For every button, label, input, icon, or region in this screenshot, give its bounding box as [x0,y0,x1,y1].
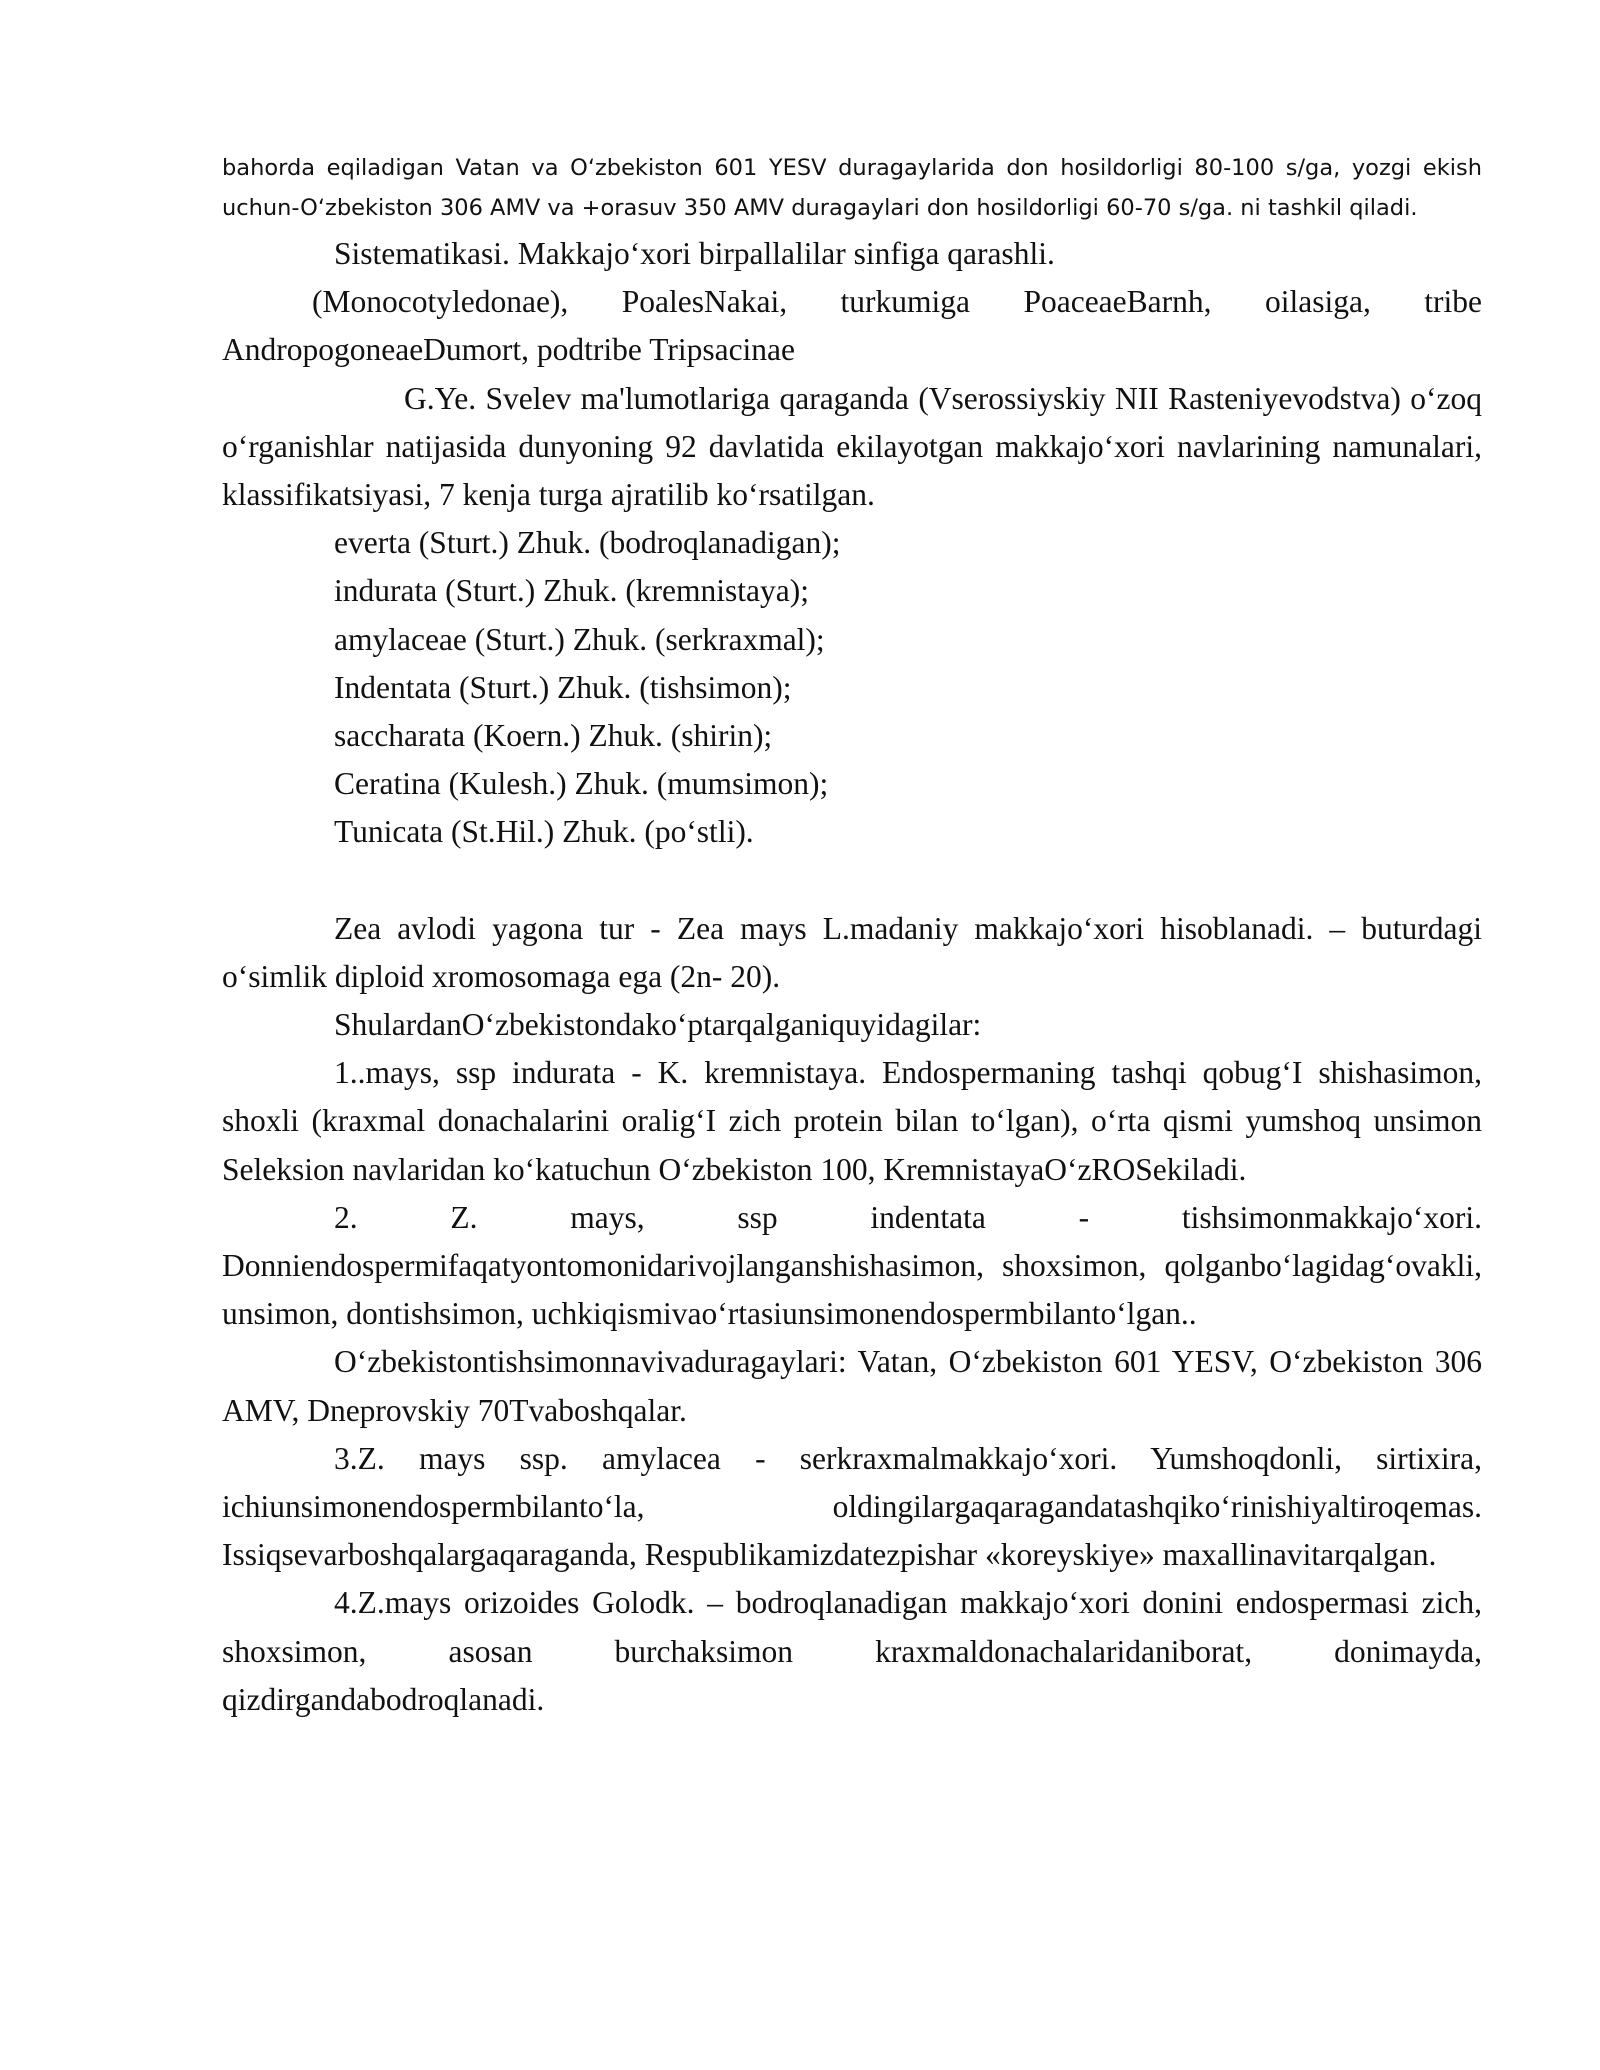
svelev-classification-paragraph: G.Ye. Svelev ma'lumotlariga qaraganda (Vserossiyskiy NII Rasteniyevodstva) o‘zoq o‘rganishlar natijasida dunyoning 92 davlatida ekilayotgan makkajo‘xori navlarining namunalari, klassifikatsiyasi, 7 kenja turga ajratilib ko‘rsatilgan. [222,380,1482,513]
paragraph-spacer [222,857,1482,905]
subspecies-indurata-paragraph: 1..mays, ssp indurata - K. kremnistaya. Endospermaning tashqi qobug‘I shishasimon, shoxli (kraxmal donachalarini oralig‘I zich protein bilan to‘lgan), o‘rta qismi yumshoq unsimon Seleksion navlaridan ko‘katuchun O‘zbekiston 100, KremnistayaO‘zROSekiladi. [222,1055,1482,1187]
subspecies-item: saccharata (Koern.) Zhuk. (shirin); [334,718,773,754]
intro-paragraph: bahorda eqiladigan Vatan va O‘zbekiston 601 YESV duragaylarida don hosildorligi 80-100 s/ga, yozgi ekish uchun-O‘zbekiston 306 AMV va +orasuv 350 AMV duragaylari don hosildorligi 60-70 s/ga. ni tashkil qiladi. [222,155,1482,221]
subspecies-item: indurata (Sturt.) Zhuk. (kremnistaya); [334,573,809,609]
subspecies-item: everta (Sturt.) Zhuk. (bodroqlanadigan); [334,525,841,561]
subspecies-amylacea-paragraph: 3.Z. mays ssp. amylacea - serkraxmalmakkajo‘xori. Yumshoqdonli, sirtixira, ichiunsimonendospermbilanto‘la, oldingilargaqaragandatashqiko‘rinishiyaltiroqemas. Issiqsevarboshqalargaqaraganda, Respublikamizdatezpishar «koreyskiye» maxallinavitarqalgan. [222,1440,1482,1573]
document-page [222,148,1482,1724]
subspecies-list [222,519,1482,856]
indentata-varieties-paragraph: O‘zbekistontishsimonnavivaduragaylari: Vatan, O‘zbekiston 601 YESV, O‘zbekiston 306 AMV, Dneprovskiy 70Tvaboshqalar. [222,1344,1482,1428]
subspecies-item: Indentata (Sturt.) Zhuk. (tishsimon); [334,669,792,705]
subspecies-item: Tunicata (St.Hil.) Zhuk. (po‘stli). [334,814,754,850]
zea-genus-paragraph: Zea avlodi yagona tur - Zea mays L.madaniy makkajo‘xori hisoblanadi. – buturdagi o‘simlik diploid xromosomaga ega (2n- 20). [222,910,1482,994]
subspecies-item: amylaceae (Sturt.) Zhuk. (serkraxmal); [334,621,825,657]
uzbekistan-intro-line: ShulardanO‘zbekistondako‘ptarqalganiquyidagilar: [334,1007,982,1043]
systematics-taxonomy-paragraph: (Monocotyledonae), PoalesNakai, turkumiga PoaceaeBarnh, oilasiga, tribe AndropogoneaeDumort, podtribe Tripsacinae [222,284,1482,368]
subspecies-item: Ceratina (Kulesh.) Zhuk. (mumsimon); [334,766,829,802]
subspecies-orizoides-paragraph: 4.Z.mays orizoides Golodk. – bodroqlanadigan makkajo‘xori donini endospermasi zich, shoxsimon, asosan burchaksimon kraxmaldonachalaridaniborat, donimayda, qizdirgandabodroqlanadi. [222,1585,1482,1717]
systematics-heading-line: Sistematikasi. Makkajo‘xori birpallalilar sinfiga qarashli. [334,236,1055,271]
subspecies-indentata-paragraph: 2. Z. mays, ssp indentata - tishsimonmakkajo‘xori. Donniendospermifaqatyontomonidarivojlanganshishasimon, shoxsimon, qolganbo‘lagidag‘ovakli, unsimon, dontishsimon, uchkiqismivao‘rtasiunsimonendospermbilanto‘lgan.. [222,1199,1482,1332]
